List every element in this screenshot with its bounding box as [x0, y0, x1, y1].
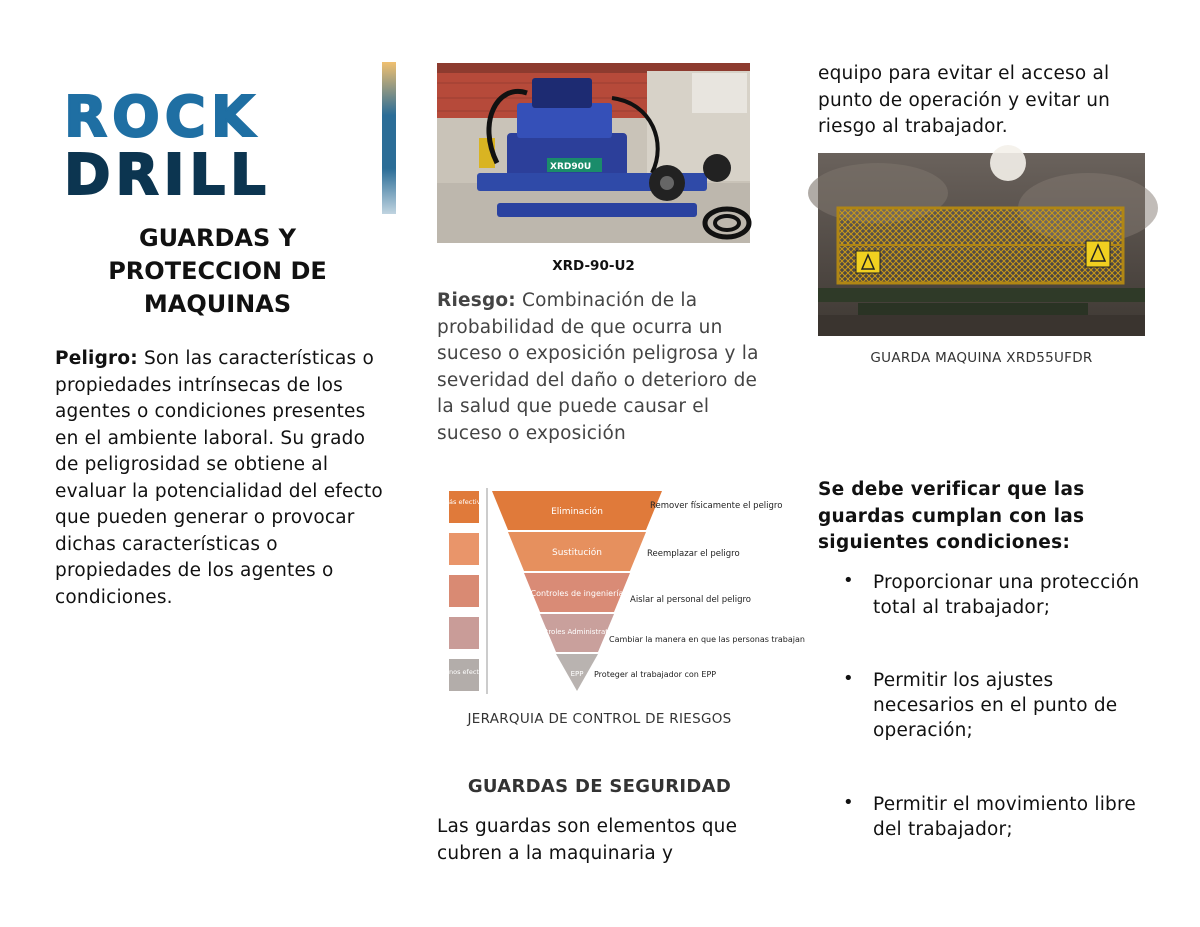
- logo-accent-bar: [382, 62, 396, 214]
- condition-text: Permitir los ajustes necesarios en el punto de operación;: [873, 670, 1118, 741]
- level-name-2: Sustitución: [551, 548, 603, 558]
- side-label-bottom: Menos efectivo: [439, 668, 489, 676]
- condition-text: Permitir el movimiento libre del trabajador;: [873, 794, 1136, 840]
- machine-label: XRD90U: [550, 162, 592, 172]
- logo-line-drill: DRILL: [64, 143, 271, 208]
- side-box-3: [449, 575, 479, 607]
- side-label-top: Más efectivo: [443, 498, 485, 506]
- level-action-2: Reemplazar el peligro: [647, 549, 740, 559]
- bullet-icon: •: [843, 668, 854, 689]
- guardas-seguridad-title: GUARDAS DE SEGURIDAD: [467, 776, 732, 797]
- risk-control-hierarchy-figure: [437, 486, 805, 696]
- side-box-most: [449, 491, 479, 523]
- guardas-seguridad-text: Las guardas son elementos que cubren a la maquinaria y: [437, 816, 738, 864]
- level-name-5: EPP: [570, 670, 584, 678]
- pyramid-caption: JERARQUIA DE CONTROL DE RIESGOS: [467, 711, 732, 727]
- drill-machine-photo: [437, 63, 750, 243]
- riesgo-text: Combinación de la probabilidad de que ocurra un suceso o exposición peligrosa y la severidad del daño o deterioro de la salud que puede causar el suceso o exposición: [437, 290, 759, 444]
- bullet-icon: •: [843, 792, 854, 813]
- side-box-4: [449, 617, 479, 649]
- side-box-2: [449, 533, 479, 565]
- bullet-icon: •: [843, 570, 854, 591]
- level-name-1: Eliminación: [551, 507, 603, 517]
- level-action-1: Remover físicamente el peligro: [650, 501, 783, 511]
- verificar-heading: Se debe verificar que las guardas cumplan con las siguientes condiciones:: [818, 479, 1085, 553]
- rock-drill-logo: [60, 62, 400, 217]
- page-title: GUARDAS Y PROTECCION DE MAQUINAS: [108, 224, 327, 318]
- level-action-4: Cambiar la manera en que las personas trabajan: [609, 635, 805, 644]
- riesgo-paragraph: [437, 288, 772, 447]
- level-action-5: Proteger al trabajador con EPP: [594, 670, 717, 679]
- machine-guard-photo: [818, 153, 1145, 336]
- guard-photo-caption: GUARDA MAQUINA XRD55UFDR: [870, 350, 1093, 366]
- peligro-paragraph: [55, 346, 390, 611]
- drill-photo-caption: XRD-90-U2: [552, 258, 635, 274]
- riesgo-label: Riesgo:: [437, 290, 516, 311]
- guardas-continuation-text: equipo para evitar el acceso al punto de operación y evitar un riesgo al trabajador.: [818, 63, 1111, 137]
- peligro-text: Son las características o propiedades intrínsecas de los agentes o condiciones presentes en el ambiente laboral. Su grado de peligrosidad se obtiene al evaluar la potencialidad del efecto que pueden generar o provocar dichas características o propiedades de los agentes o condiciones.: [55, 348, 383, 608]
- level-name-4: Controles Administrativos: [531, 628, 623, 636]
- peligro-label: Peligro:: [55, 348, 138, 369]
- level-name-3: Controles de ingeniería: [530, 589, 624, 598]
- level-action-3: Aislar al personal del peligro: [630, 595, 751, 605]
- logo-line-rock: ROCK: [64, 85, 260, 150]
- condition-text: Proporcionar una protección total al trabajador;: [873, 572, 1140, 618]
